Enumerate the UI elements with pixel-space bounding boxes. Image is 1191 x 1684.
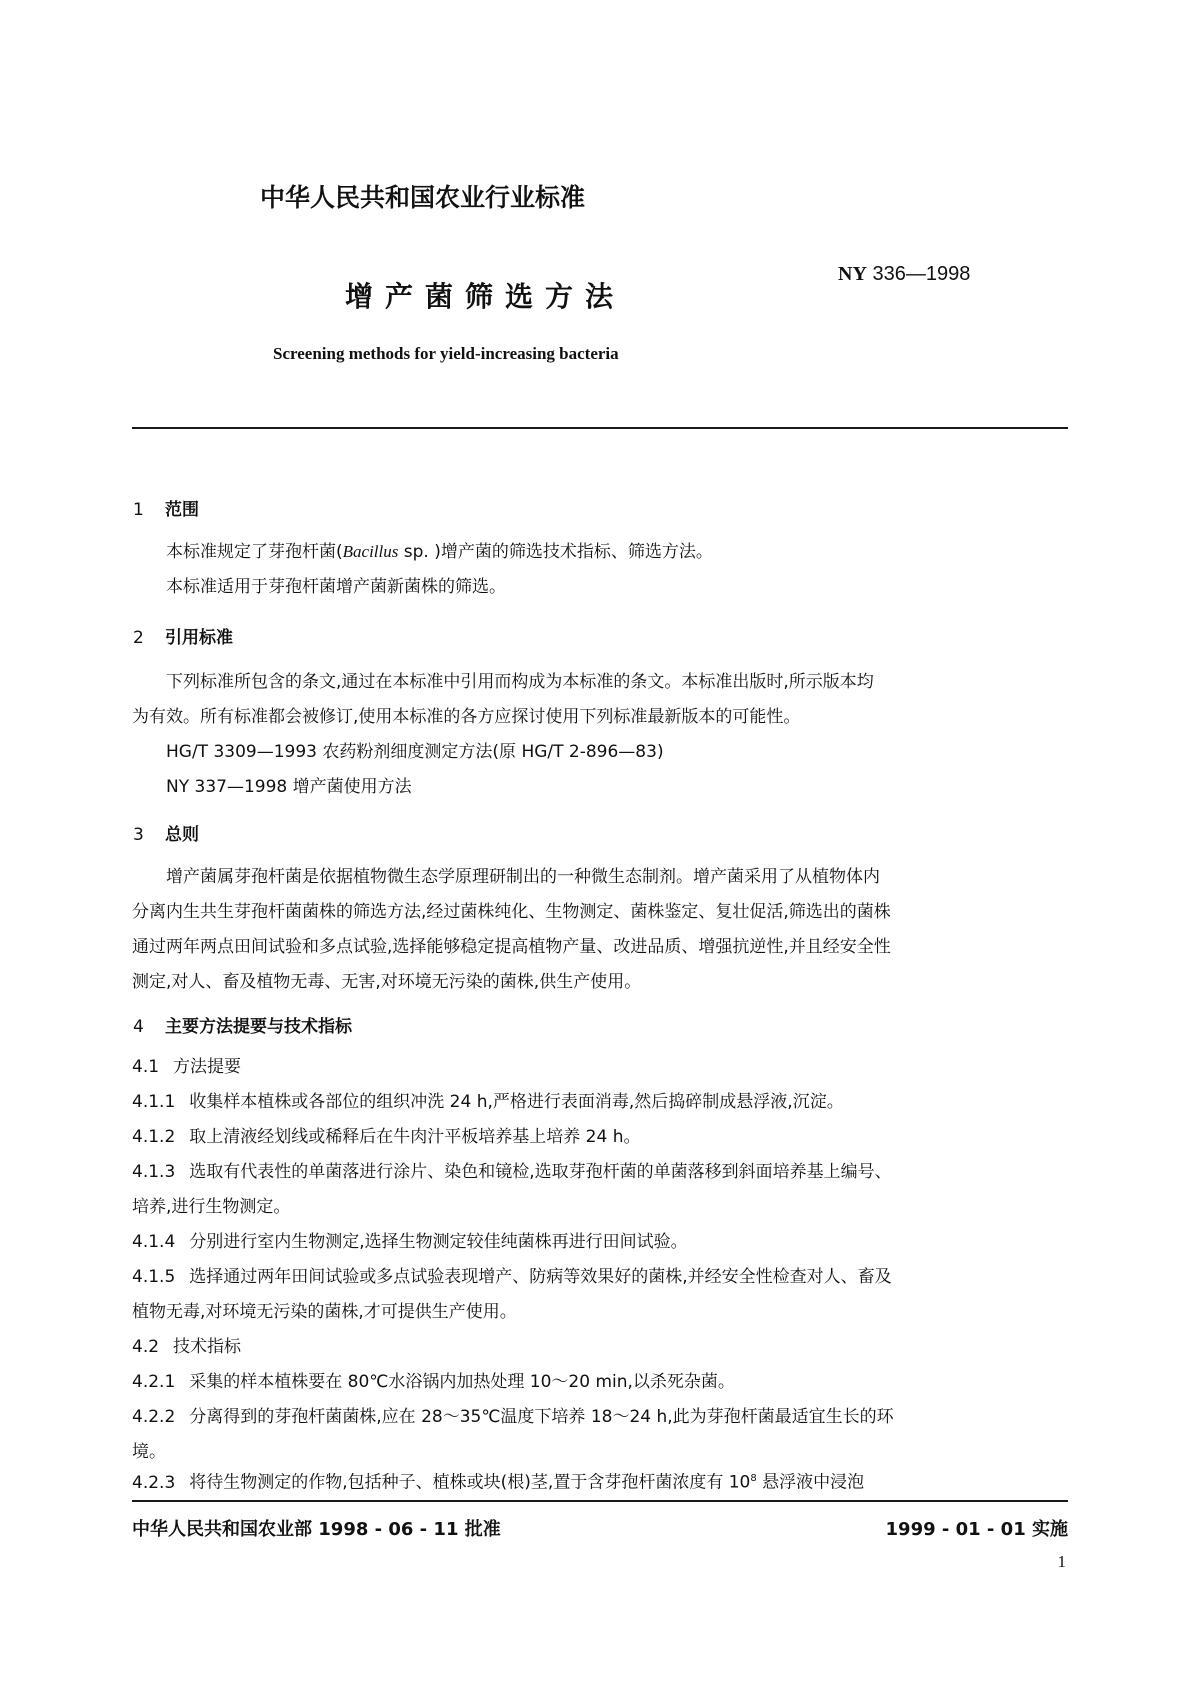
section-4-heading: 4 主要方法提要与技术指标	[133, 1017, 352, 1037]
approval-line: 中华人民共和国农业部 1998 - 06 - 11 批准	[132, 1519, 501, 1540]
section-4-2-2-cont: 境。	[132, 1442, 166, 1462]
header-divider	[132, 427, 1068, 429]
section-3-line-4: 测定,对人、畜及植物无毒、无害,对环境无污染的菌株,供生产使用。	[132, 972, 642, 992]
section-4-1-3-cont: 培养,进行生物测定。	[132, 1197, 291, 1217]
standard-code-prefix: NY	[838, 263, 867, 285]
section-4-1-4: 4.1.4 分别进行室内生物测定,选择生物测定较佳纯菌株再进行田间试验。	[132, 1232, 688, 1252]
section-3-line-1: 增产菌属芽孢杆菌是依据植物微生态学原理研制出的一种微生态制剂。增产菌采用了从植物体内	[166, 867, 880, 887]
section-4-1-5: 4.1.5 选择通过两年田间试验或多点试验表现增产、防病等效果好的菌株,并经安全性检查对人、畜及	[132, 1267, 892, 1287]
section-1-heading: 1 范围	[133, 500, 199, 520]
section-4-1-5-cont: 植物无毒,对环境无污染的菌株,才可提供生产使用。	[132, 1302, 517, 1322]
section-4-1-3: 4.1.3 选取有代表性的单菌落进行涂片、染色和镜检,选取芽孢杆菌的单菌落移到斜面培养基上编号、	[132, 1162, 892, 1182]
section-3-line-2: 分离内生共生芽孢杆菌菌株的筛选方法,经过菌株纯化、生物测定、菌株鉴定、复壮促活,筛选出的菌株	[132, 902, 891, 922]
section-1-paragraph-2: 本标准适用于芽孢杆菌增产菌新菌株的筛选。	[166, 577, 506, 597]
section-4-1-1: 4.1.1 收集样本植株或各部位的组织冲洗 24 h,严格进行表面消毒,然后捣碎制成悬浮液,沉淀。	[132, 1092, 844, 1112]
standard-body-heading: 中华人民共和国农业行业标准	[260, 183, 586, 212]
reference-hg-t-3309: HG/T 3309—1993 农药粉剂细度测定方法(原 HG/T 2-896—83)	[166, 742, 664, 762]
reference-ny-337: NY 337—1998 增产菌使用方法	[166, 777, 412, 797]
section-3-heading: 3 总则	[133, 825, 199, 845]
document-title-en: Screening methods for yield-increasing bacteria	[273, 344, 619, 363]
section-4-1-2: 4.1.2 取上清液经划线或稀释后在牛肉汁平板培养基上培养 24 h。	[132, 1127, 641, 1147]
section-4-2-2: 4.2.2 分离得到的芽孢杆菌菌株,应在 28～35℃温度下培养 18～24 h,此为芽孢杆菌最适宜生长的环	[132, 1407, 894, 1427]
section-2-heading: 2 引用标准	[133, 628, 233, 648]
section-4-2-3: 4.2.3 将待生物测定的作物,包括种子、植株或块(根)茎,置于含芽孢杆菌浓度有 $10^8$ 悬浮液中浸泡	[132, 1472, 865, 1493]
species-name: Bacillus	[342, 542, 399, 561]
section-4-2-heading: 4.2 技术指标	[132, 1337, 242, 1357]
document-title-cn: 增产菌筛选方法	[345, 280, 626, 313]
standard-code-number: 336—1998	[872, 263, 971, 285]
effective-date: 1999 - 01 - 01 实施	[885, 1519, 1068, 1540]
section-2-paragraph-line-2: 为有效。所有标准都会被修订,使用本标准的各方应探讨使用下列标准最新版本的可能性。	[132, 707, 801, 727]
section-4-2-1: 4.2.1 采集的样本植株要在 80℃水浴锅内加热处理 10～20 min,以杀死杂菌。	[132, 1372, 735, 1392]
standard-code	[838, 263, 970, 286]
section-1-paragraph-1: 本标准规定了芽孢杆菌(Bacillus sp. )增产菌的筛选技术指标、筛选方法。	[166, 542, 713, 562]
page-number: 1	[1057, 1552, 1066, 1571]
section-4-1-heading: 4.1 方法提要	[132, 1057, 242, 1077]
section-2-paragraph-line-1: 下列标准所包含的条文,通过在本标准中引用而构成为本标准的条文。本标准出版时,所示版本均	[166, 672, 874, 692]
section-3-line-3: 通过两年两点田间试验和多点试验,选择能够稳定提高植物产量、改进品质、增强抗逆性,并且经安全性	[132, 937, 891, 957]
footer-divider	[132, 1500, 1068, 1502]
